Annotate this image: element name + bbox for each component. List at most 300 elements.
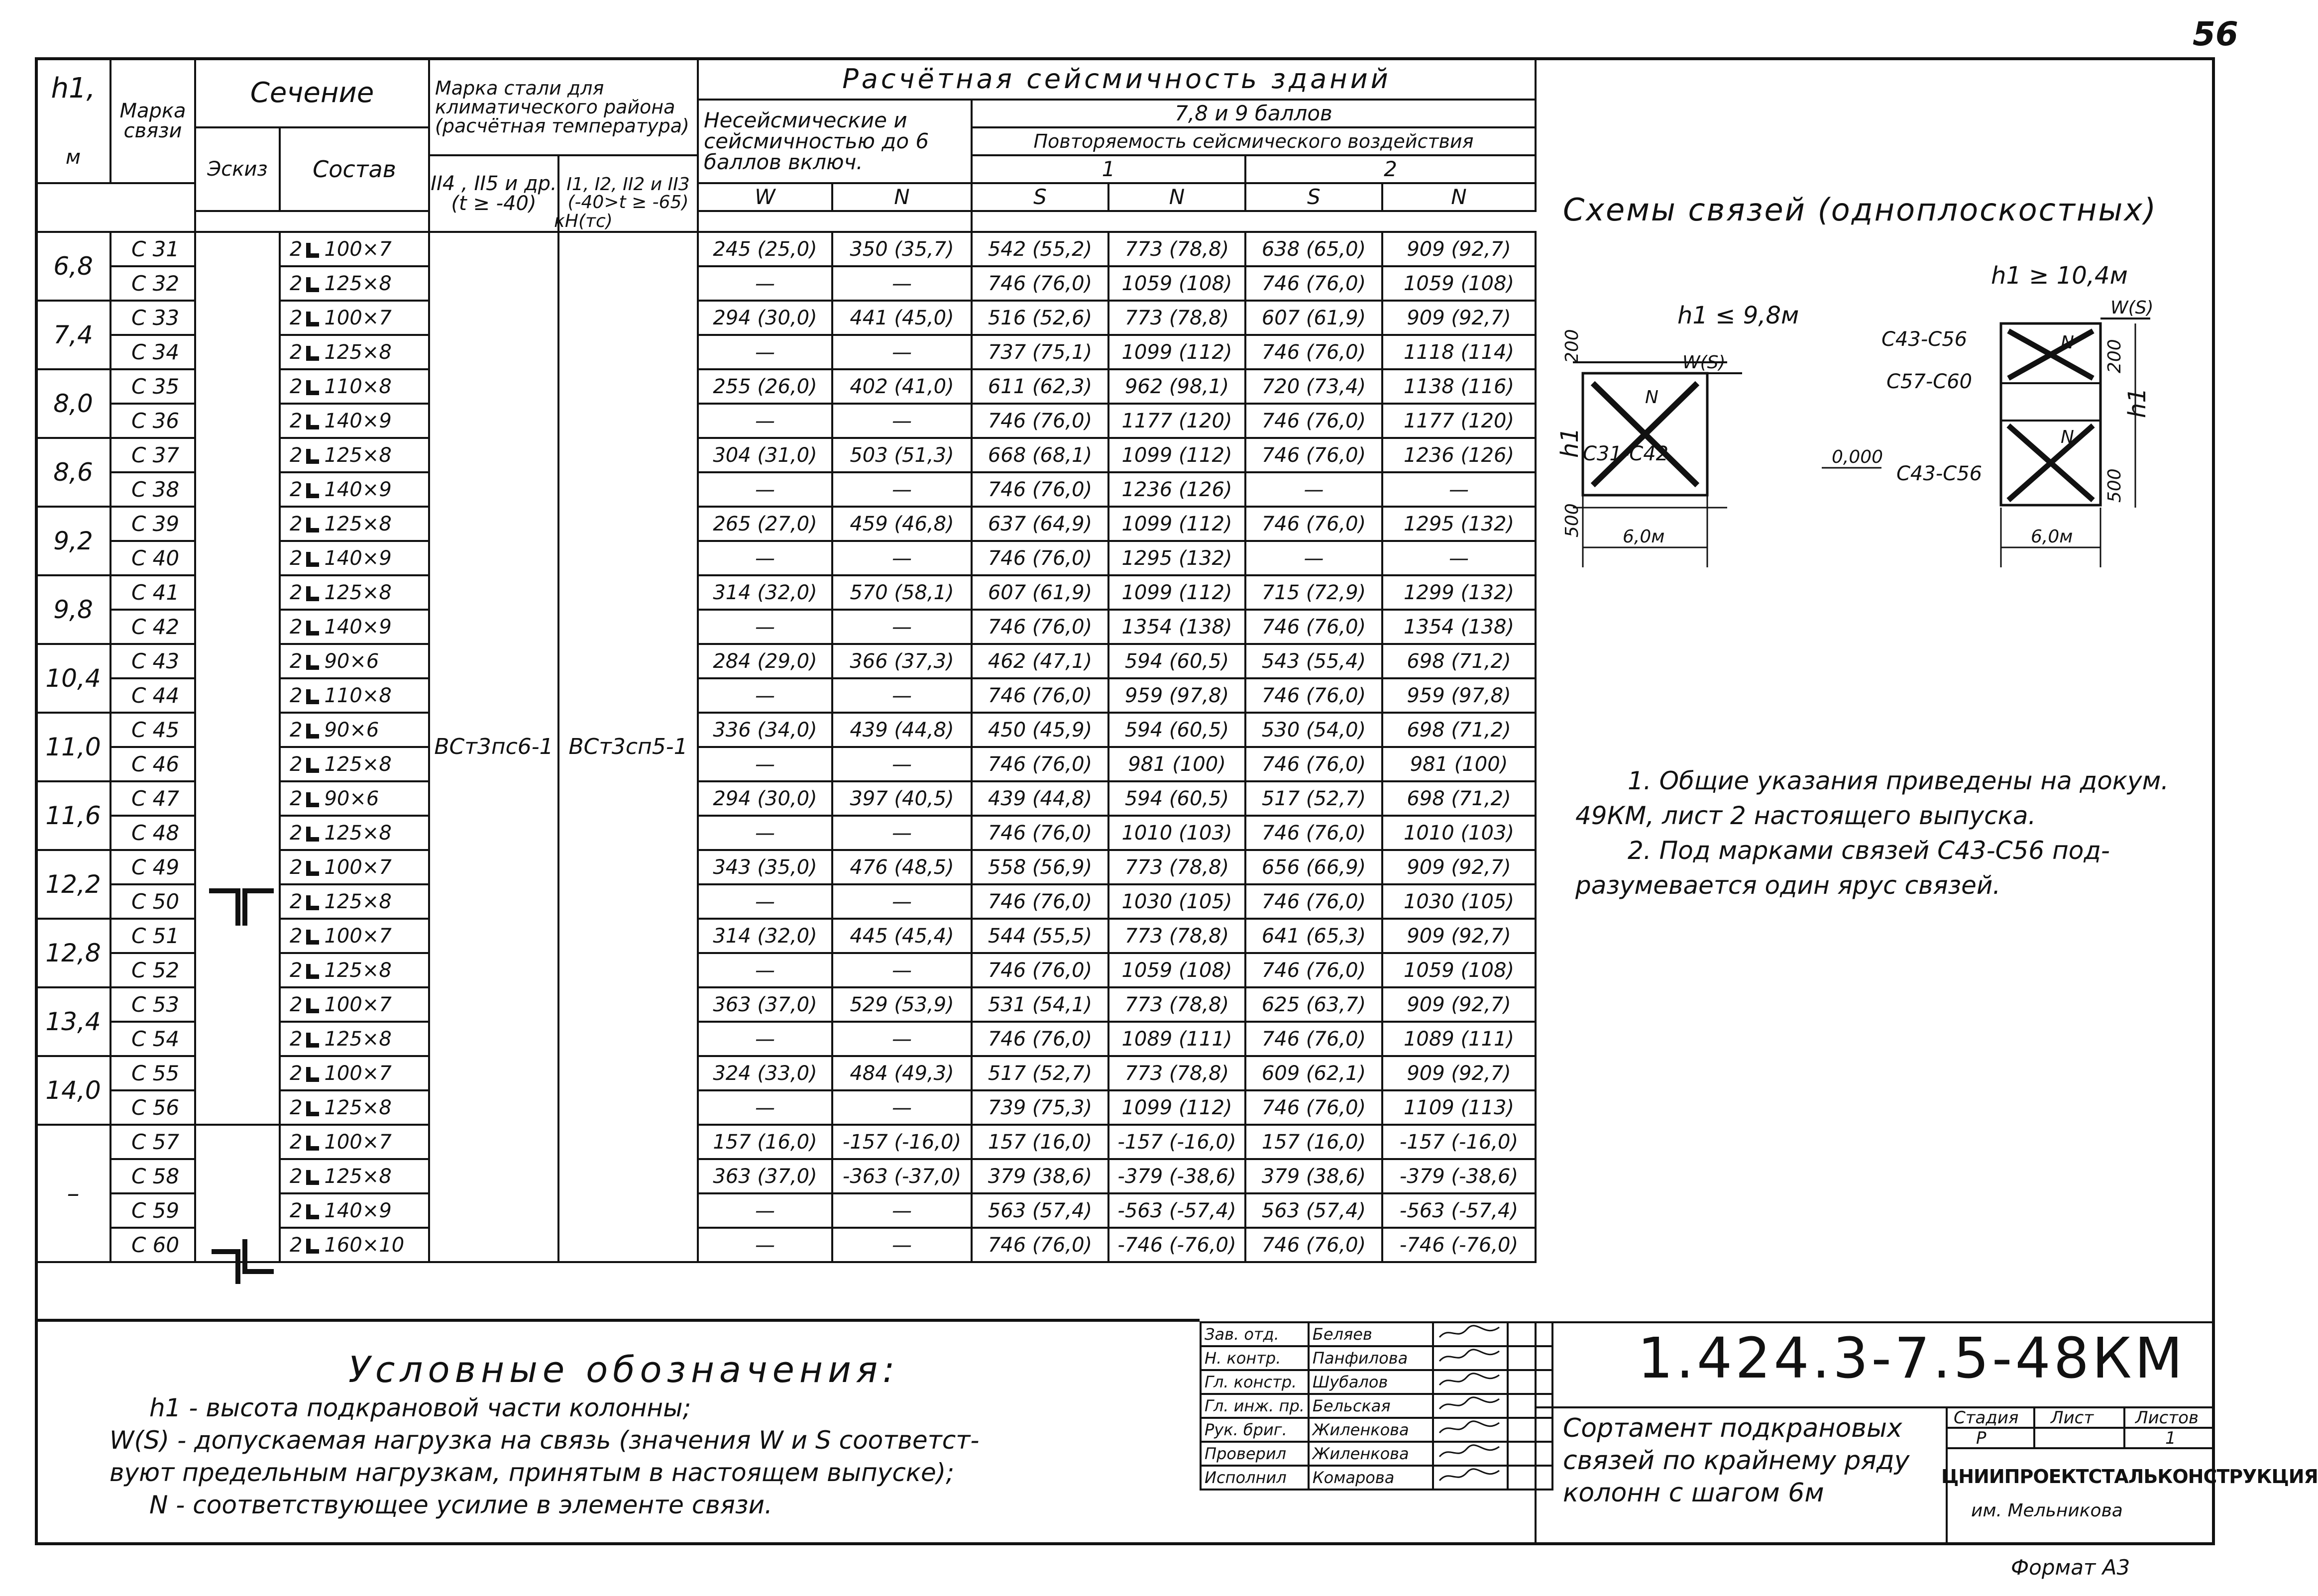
value-cell-s2: 746 (76,0) — [1245, 266, 1382, 301]
h1-cell: 9,8 — [36, 575, 110, 644]
value-cell-n: — — [832, 472, 972, 507]
mark-cell: С 56 — [110, 1090, 195, 1125]
angle-icon — [306, 758, 319, 773]
value-cell-w: — — [698, 1090, 832, 1125]
value-cell-s1: 746 (76,0) — [972, 1022, 1108, 1056]
composition-cell: 2 125×8 — [280, 266, 429, 301]
angle-icon — [306, 1170, 319, 1185]
composition-cell: 2 140×9 — [280, 610, 429, 644]
value-cell-n: 484 (49,3) — [832, 1056, 972, 1090]
value-cell-s1: 746 (76,0) — [972, 1228, 1108, 1262]
value-cell-s2: 607 (61,9) — [1245, 301, 1382, 335]
value-cell-w: 294 (30,0) — [698, 301, 832, 335]
value-cell-n2: 1354 (138) — [1382, 610, 1536, 644]
composition-cell: 2 100×7 — [280, 1125, 429, 1159]
composition-cell: 2 100×7 — [280, 987, 429, 1022]
seismic-header: Расчётная сейсмичность зданий — [698, 58, 1536, 100]
value-cell-s2: 746 (76,0) — [1245, 816, 1382, 850]
angle-icon — [306, 586, 319, 601]
value-cell-n2: 1299 (132) — [1382, 575, 1536, 610]
value-cell-s1: 668 (68,1) — [972, 438, 1108, 472]
angle-icon — [306, 827, 319, 842]
value-cell-n2: 1177 (120) — [1382, 404, 1536, 438]
value-cell-n: — — [832, 404, 972, 438]
repeat-header: Повторяемость сейсмического воздействия — [972, 127, 1536, 155]
value-cell-n1: 1089 (111) — [1108, 1022, 1245, 1056]
value-cell-n: — — [832, 610, 972, 644]
value-cell-s2: 563 (57,4) — [1245, 1193, 1382, 1228]
composition-cell: 2 140×9 — [280, 472, 429, 507]
stage-label: Стадия — [1954, 1408, 2019, 1428]
value-cell-n1: 773 (78,8) — [1108, 1056, 1245, 1090]
right-ws-label: W(S) — [2110, 298, 2154, 318]
h1-cell: 8,6 — [36, 438, 110, 507]
note-line-1: 1. Общие указания приведены на докум. — [1628, 766, 2169, 795]
angle-icon — [306, 1033, 319, 1048]
composition-cell: 2 90×6 — [280, 644, 429, 678]
nonseismic-header: Несейсмические и сейсмичностью до 6 баллов включ. — [698, 100, 972, 183]
composition-cell: 2 125×8 — [280, 816, 429, 850]
value-cell-n: 366 (37,3) — [832, 644, 972, 678]
value-cell-w: 157 (16,0) — [698, 1125, 832, 1159]
legend-divider — [35, 1319, 1200, 1322]
value-cell-s1: 531 (54,1) — [972, 987, 1108, 1022]
value-cell-n1: -746 (-76,0) — [1108, 1228, 1245, 1262]
value-cell-w: 324 (33,0) — [698, 1056, 832, 1090]
value-cell-n1: 1099 (112) — [1108, 1090, 1245, 1125]
value-cell-w: — — [698, 953, 832, 987]
value-cell-n2: 909 (92,7) — [1382, 987, 1536, 1022]
signature-role: Проверил — [1201, 1442, 1309, 1466]
h1-header: h1, м — [36, 58, 110, 183]
value-cell-n2: 909 (92,7) — [1382, 301, 1536, 335]
value-cell-n: 441 (45,0) — [832, 301, 972, 335]
signature-role: Н. контр. — [1201, 1346, 1309, 1370]
note-line-3: 2. Под марками связей С43-С56 под- — [1628, 836, 2110, 865]
composition-cell: 2 140×9 — [280, 541, 429, 575]
value-cell-n2: 1089 (111) — [1382, 1022, 1536, 1056]
value-cell-s2: 746 (76,0) — [1245, 747, 1382, 781]
steel-value-2: ВСт3сп5-1 — [558, 232, 698, 1262]
value-cell-n1: 1295 (132) — [1108, 541, 1245, 575]
signature-name: Беляев — [1309, 1322, 1433, 1346]
value-cell-s2: 746 (76,0) — [1245, 1228, 1382, 1262]
composition-cell: 2 100×7 — [280, 1056, 429, 1090]
value-cell-s1: 379 (38,6) — [972, 1159, 1108, 1193]
value-cell-n1: 981 (100) — [1108, 747, 1245, 781]
signature-row — [1201, 1466, 1552, 1490]
value-cell-n1: 773 (78,8) — [1108, 987, 1245, 1022]
mark-cell: С 51 — [110, 919, 195, 953]
value-cell-n2: 1295 (132) — [1382, 507, 1536, 541]
value-cell-w: 314 (32,0) — [698, 919, 832, 953]
value-cell-s1: 450 (45,9) — [972, 713, 1108, 747]
col-n2-header: N — [1382, 183, 1536, 211]
value-cell-n: 503 (51,3) — [832, 438, 972, 472]
value-cell-n: 439 (44,8) — [832, 713, 972, 747]
note-line-2: 49КМ, лист 2 настоящего выпуска. — [1575, 801, 2036, 830]
title-line-2: связей по крайнему ряду — [1563, 1446, 1910, 1476]
value-cell-n2: 1059 (108) — [1382, 266, 1536, 301]
mark-cell: С 46 — [110, 747, 195, 781]
value-cell-s1: 746 (76,0) — [972, 884, 1108, 919]
composition-cell: 2 110×8 — [280, 678, 429, 713]
value-cell-w: — — [698, 816, 832, 850]
value-cell-n2: 909 (92,7) — [1382, 850, 1536, 884]
value-cell-s1: 746 (76,0) — [972, 747, 1108, 781]
right-n-lower-label: N — [2061, 427, 2074, 447]
value-cell-n: — — [832, 1228, 972, 1262]
left-ws-label: W(S) — [1682, 352, 1726, 373]
value-cell-s2: 746 (76,0) — [1245, 610, 1382, 644]
value-cell-n2: 698 (71,2) — [1382, 713, 1536, 747]
value-cell-n: 570 (58,1) — [832, 575, 972, 610]
sketch-cell — [195, 232, 280, 1125]
h1-cell: 9,2 — [36, 507, 110, 575]
mark-cell: С 34 — [110, 335, 195, 369]
value-cell-n1: 594 (60,5) — [1108, 644, 1245, 678]
composition-cell: 2 90×6 — [280, 781, 429, 816]
angle-icon — [306, 895, 319, 910]
value-cell-n1: 1354 (138) — [1108, 610, 1245, 644]
steel-col1-header: II4 , II5 и др. (t ≥ -40) — [429, 155, 558, 232]
angle-icon — [306, 415, 319, 429]
right-condition-label: h1 ≥ 10,4м — [1991, 262, 2128, 290]
value-cell-n1: 594 (60,5) — [1108, 713, 1245, 747]
legend-line-1: h1 - высота подкрановой части колонны; — [149, 1393, 691, 1422]
value-cell-s2: 746 (76,0) — [1245, 1022, 1382, 1056]
angle-icon — [306, 380, 319, 395]
mark-cell: С 60 — [110, 1228, 195, 1262]
composition-cell: 2 125×8 — [280, 575, 429, 610]
signature-table — [1200, 1321, 1553, 1490]
signature-role: Исполнил — [1201, 1466, 1309, 1490]
value-cell-n2: 959 (97,8) — [1382, 678, 1536, 713]
value-cell-w: 363 (37,0) — [698, 1159, 832, 1193]
value-cell-n2: 1030 (105) — [1382, 884, 1536, 919]
angle-icon — [306, 792, 319, 807]
value-cell-s2: 517 (52,7) — [1245, 781, 1382, 816]
value-cell-w: — — [698, 1193, 832, 1228]
value-cell-s2: 609 (62,1) — [1245, 1056, 1382, 1090]
value-cell-n1: 773 (78,8) — [1108, 850, 1245, 884]
value-cell-n2: 1118 (114) — [1382, 335, 1536, 369]
value-cell-n2: — — [1382, 472, 1536, 507]
value-cell-s1: 746 (76,0) — [972, 266, 1108, 301]
value-cell-n1: 1030 (105) — [1108, 884, 1245, 919]
h1-cell: 14,0 — [36, 1056, 110, 1125]
value-cell-w: 294 (30,0) — [698, 781, 832, 816]
value-cell-n1: 1059 (108) — [1108, 266, 1245, 301]
left-h1-label: h1 — [1556, 427, 1584, 458]
legend-line-4: N - соответствующее усилие в элементе связи. — [149, 1490, 773, 1519]
right-n-upper-label: N — [2061, 332, 2074, 353]
zero-mark-label: 0,000 — [1832, 447, 1883, 467]
angle-icon — [306, 346, 319, 361]
value-cell-s1: 516 (52,6) — [972, 301, 1108, 335]
value-cell-s1: 746 (76,0) — [972, 953, 1108, 987]
value-cell-n: — — [832, 953, 972, 987]
col-s2-header: S — [1245, 183, 1382, 211]
value-cell-n1: 773 (78,8) — [1108, 232, 1245, 266]
value-cell-w: — — [698, 610, 832, 644]
cross-angle-sketch-icon — [204, 1234, 279, 1289]
value-cell-n: 529 (53,9) — [832, 987, 972, 1022]
h1-cell: 6,8 — [36, 232, 110, 301]
angle-icon — [306, 1136, 319, 1151]
mark-cell: С 55 — [110, 1056, 195, 1090]
mark-cell: С 43 — [110, 644, 195, 678]
signature-name: Комарова — [1309, 1466, 1433, 1490]
mark-cell: С 42 — [110, 610, 195, 644]
value-cell-n2: 909 (92,7) — [1382, 919, 1536, 953]
bracing-schemes-diagram — [1556, 249, 2210, 597]
organization-subtitle: им. Мельникова — [1971, 1500, 2123, 1521]
rep1-header: 1 — [972, 155, 1245, 183]
composition-cell: 2 140×9 — [280, 404, 429, 438]
angle-icon — [306, 861, 319, 876]
angle-icon — [306, 552, 319, 567]
angle-icon — [306, 1067, 319, 1082]
mark-cell: С 35 — [110, 369, 195, 404]
signature-scribble — [1433, 1418, 1508, 1442]
value-cell-s2: 157 (16,0) — [1245, 1125, 1382, 1159]
value-cell-s1: 607 (61,9) — [972, 575, 1108, 610]
value-cell-n2: -746 (-76,0) — [1382, 1228, 1536, 1262]
left-condition-label: h1 ≤ 9,8м — [1677, 302, 1799, 329]
signature-name: Панфилова — [1309, 1346, 1433, 1370]
sheets-value: 1 — [2165, 1428, 2176, 1448]
composition-cell: 2 100×7 — [280, 232, 429, 266]
title-line-3: колонн с шагом 6м — [1563, 1478, 1824, 1508]
value-cell-s2: 543 (55,4) — [1245, 644, 1382, 678]
value-cell-n1: 962 (98,1) — [1108, 369, 1245, 404]
legend-title: Условные обозначения: — [348, 1349, 900, 1390]
value-cell-s1: 746 (76,0) — [972, 541, 1108, 575]
value-cell-w: — — [698, 1022, 832, 1056]
mark-cell: С 52 — [110, 953, 195, 987]
steel-header: Марка стали для климатического района (расчётная температура) — [429, 58, 698, 155]
signature-scribble — [1433, 1394, 1508, 1418]
signature-row — [1201, 1418, 1552, 1442]
value-cell-s2: 746 (76,0) — [1245, 507, 1382, 541]
value-cell-n2: 909 (92,7) — [1382, 1056, 1536, 1090]
signature-role: Рук. бриг. — [1201, 1418, 1309, 1442]
value-cell-n1: 1099 (112) — [1108, 335, 1245, 369]
value-cell-n1: -157 (-16,0) — [1108, 1125, 1245, 1159]
value-cell-s1: 611 (62,3) — [972, 369, 1108, 404]
h1-cell: 11,6 — [36, 781, 110, 850]
composition-cell: 2 125×8 — [280, 507, 429, 541]
value-cell-n2: 698 (71,2) — [1382, 644, 1536, 678]
mark-cell: С 49 — [110, 850, 195, 884]
value-cell-w: 284 (29,0) — [698, 644, 832, 678]
note-line-4: разумевается один ярус связей. — [1575, 871, 2001, 900]
signature-role: Гл. инж. пр. — [1201, 1394, 1309, 1418]
value-cell-s1: 558 (56,9) — [972, 850, 1108, 884]
value-cell-n1: 1010 (103) — [1108, 816, 1245, 850]
composition-cell: 2 125×8 — [280, 335, 429, 369]
h1-cell: 12,2 — [36, 850, 110, 919]
value-cell-s2: 746 (76,0) — [1245, 1090, 1382, 1125]
mark-cell: С 37 — [110, 438, 195, 472]
mark-cell: С 57 — [110, 1125, 195, 1159]
table-body — [36, 232, 1536, 1262]
value-cell-n2: 1059 (108) — [1382, 953, 1536, 987]
value-cell-s1: 542 (55,2) — [972, 232, 1108, 266]
value-cell-n1: 594 (60,5) — [1108, 781, 1245, 816]
value-cell-w: — — [698, 541, 832, 575]
value-cell-n: — — [832, 1090, 972, 1125]
composition-cell: 2 110×8 — [280, 369, 429, 404]
mark-cell: С 50 — [110, 884, 195, 919]
h1-cell: 10,4 — [36, 644, 110, 713]
mark-cell: С 48 — [110, 816, 195, 850]
composition-cell: 2 100×7 — [280, 301, 429, 335]
value-cell-w: 336 (34,0) — [698, 713, 832, 747]
value-cell-s1: 746 (76,0) — [972, 472, 1108, 507]
left-500-label: 500 — [1562, 503, 1582, 537]
value-cell-s2: — — [1245, 472, 1382, 507]
value-cell-n1: 1099 (112) — [1108, 575, 1245, 610]
value-cell-w: 363 (37,0) — [698, 987, 832, 1022]
value-cell-w: — — [698, 1228, 832, 1262]
value-cell-s1: 746 (76,0) — [972, 678, 1108, 713]
h1-cell: 12,8 — [36, 919, 110, 987]
mark-cell: С 31 — [110, 232, 195, 266]
angle-icon — [306, 930, 319, 945]
value-cell-s1: 637 (64,9) — [972, 507, 1108, 541]
paper-format: Формат А3 — [2011, 1555, 2130, 1580]
mark-cell: С 59 — [110, 1193, 195, 1228]
signature-role: Зав. отд. — [1201, 1322, 1309, 1346]
rep2-header: 2 — [1245, 155, 1536, 183]
balls-header: 7,8 и 9 баллов — [972, 100, 1536, 127]
signature-role: Гл. констр. — [1201, 1370, 1309, 1394]
value-cell-n: — — [832, 884, 972, 919]
value-cell-s1: 746 (76,0) — [972, 816, 1108, 850]
value-cell-s1: 544 (55,5) — [972, 919, 1108, 953]
value-cell-n: — — [832, 1022, 972, 1056]
value-cell-s2: 625 (63,7) — [1245, 987, 1382, 1022]
value-cell-n: 397 (40,5) — [832, 781, 972, 816]
angle-icon — [306, 243, 319, 258]
value-cell-s2: 641 (65,3) — [1245, 919, 1382, 953]
value-cell-s1: 517 (52,7) — [972, 1056, 1108, 1090]
value-cell-s1: 462 (47,1) — [972, 644, 1108, 678]
signature-name: Бельская — [1309, 1394, 1433, 1418]
angle-icon — [306, 964, 319, 979]
value-cell-n1: -563 (-57,4) — [1108, 1193, 1245, 1228]
right-span-label: 6,0м — [2031, 527, 2073, 547]
h1-cell: 11,0 — [36, 713, 110, 781]
value-cell-n: — — [832, 816, 972, 850]
value-cell-s2: 746 (76,0) — [1245, 335, 1382, 369]
composition-cell: 2 125×8 — [280, 953, 429, 987]
value-cell-n2: -157 (-16,0) — [1382, 1125, 1536, 1159]
value-cell-n: — — [832, 335, 972, 369]
value-cell-s1: 746 (76,0) — [972, 610, 1108, 644]
section-header: Сечение — [195, 58, 429, 127]
mark-cell: С 39 — [110, 507, 195, 541]
angle-icon — [306, 483, 319, 498]
value-cell-s1: 739 (75,3) — [972, 1090, 1108, 1125]
value-cell-n1: 1099 (112) — [1108, 507, 1245, 541]
value-cell-n2: 909 (92,7) — [1382, 232, 1536, 266]
c31-c42-label: С31-С42 — [1583, 442, 1669, 465]
c43-c56-lower-label: С43-С56 — [1896, 462, 1983, 485]
angle-icon — [306, 655, 319, 670]
signature-row — [1201, 1322, 1552, 1346]
composition-cell: 2 125×8 — [280, 747, 429, 781]
signature-name: Жиленкова — [1309, 1442, 1433, 1466]
value-cell-s2: 720 (73,4) — [1245, 369, 1382, 404]
value-cell-s2: 746 (76,0) — [1245, 953, 1382, 987]
right-h1-label: h1 — [2123, 388, 2151, 418]
value-cell-w: — — [698, 884, 832, 919]
composition-header: Состав — [280, 127, 429, 211]
angle-icon — [306, 998, 319, 1013]
mark-cell: С 33 — [110, 301, 195, 335]
signature-name: Жиленкова — [1309, 1418, 1433, 1442]
value-cell-w: — — [698, 678, 832, 713]
sketch-header: Эскиз — [195, 127, 280, 211]
h1-cell: 7,4 — [36, 301, 110, 369]
mark-header: Марка связи — [110, 58, 195, 183]
value-cell-n2: 1138 (116) — [1382, 369, 1536, 404]
table-row — [36, 1125, 1536, 1159]
organization-name: ЦНИИПРОЕКТСТАЛЬКОНСТРУКЦИЯ — [1941, 1466, 2318, 1488]
signature-row — [1201, 1346, 1552, 1370]
signature-row — [1201, 1442, 1552, 1466]
value-cell-s2: 638 (65,0) — [1245, 232, 1382, 266]
value-cell-n: — — [832, 1193, 972, 1228]
value-cell-n1: 1059 (108) — [1108, 953, 1245, 987]
value-cell-n: 459 (46,8) — [832, 507, 972, 541]
legend-line-2: W(S) - допускаемая нагрузка на связь (значения W и S соответст- — [110, 1426, 980, 1455]
table-header — [36, 58, 1536, 232]
mark-cell: С 47 — [110, 781, 195, 816]
signature-name: Шубалов — [1309, 1370, 1433, 1394]
angle-icon — [306, 621, 319, 636]
value-cell-w: — — [698, 335, 832, 369]
value-cell-s2: 746 (76,0) — [1245, 404, 1382, 438]
page-number: 56 — [2193, 15, 2238, 53]
sheets-label: Листов — [2135, 1408, 2199, 1428]
angle-icon — [306, 449, 319, 464]
value-cell-s2: 656 (66,9) — [1245, 850, 1382, 884]
h1-cell: 13,4 — [36, 987, 110, 1056]
left-n-label: N — [1645, 387, 1658, 408]
value-cell-n1: 959 (97,8) — [1108, 678, 1245, 713]
value-cell-s2: 746 (76,0) — [1245, 678, 1382, 713]
h1-cell: 8,0 — [36, 369, 110, 438]
left-span-label: 6,0м — [1623, 527, 1665, 547]
composition-cell: 2 100×7 — [280, 919, 429, 953]
document-code: 1.424.3-7.5-48КМ — [1638, 1326, 2186, 1391]
left-200-label: 200 — [1562, 329, 1582, 363]
composition-cell: 2 140×9 — [280, 1193, 429, 1228]
value-cell-n1: -379 (-38,6) — [1108, 1159, 1245, 1193]
steel-col2-header: I1, I2, II2 и II3 (-40>t ≥ -65) — [558, 155, 698, 232]
legend-line-3: вуют предельным нагрузкам, принятым в настоящем выпуске); — [110, 1458, 955, 1487]
mark-cell: С 53 — [110, 987, 195, 1022]
value-cell-s1: 737 (75,1) — [972, 335, 1108, 369]
angle-icon — [306, 312, 319, 326]
value-cell-w: — — [698, 404, 832, 438]
angle-icon — [306, 518, 319, 532]
value-cell-s2: 715 (72,9) — [1245, 575, 1382, 610]
